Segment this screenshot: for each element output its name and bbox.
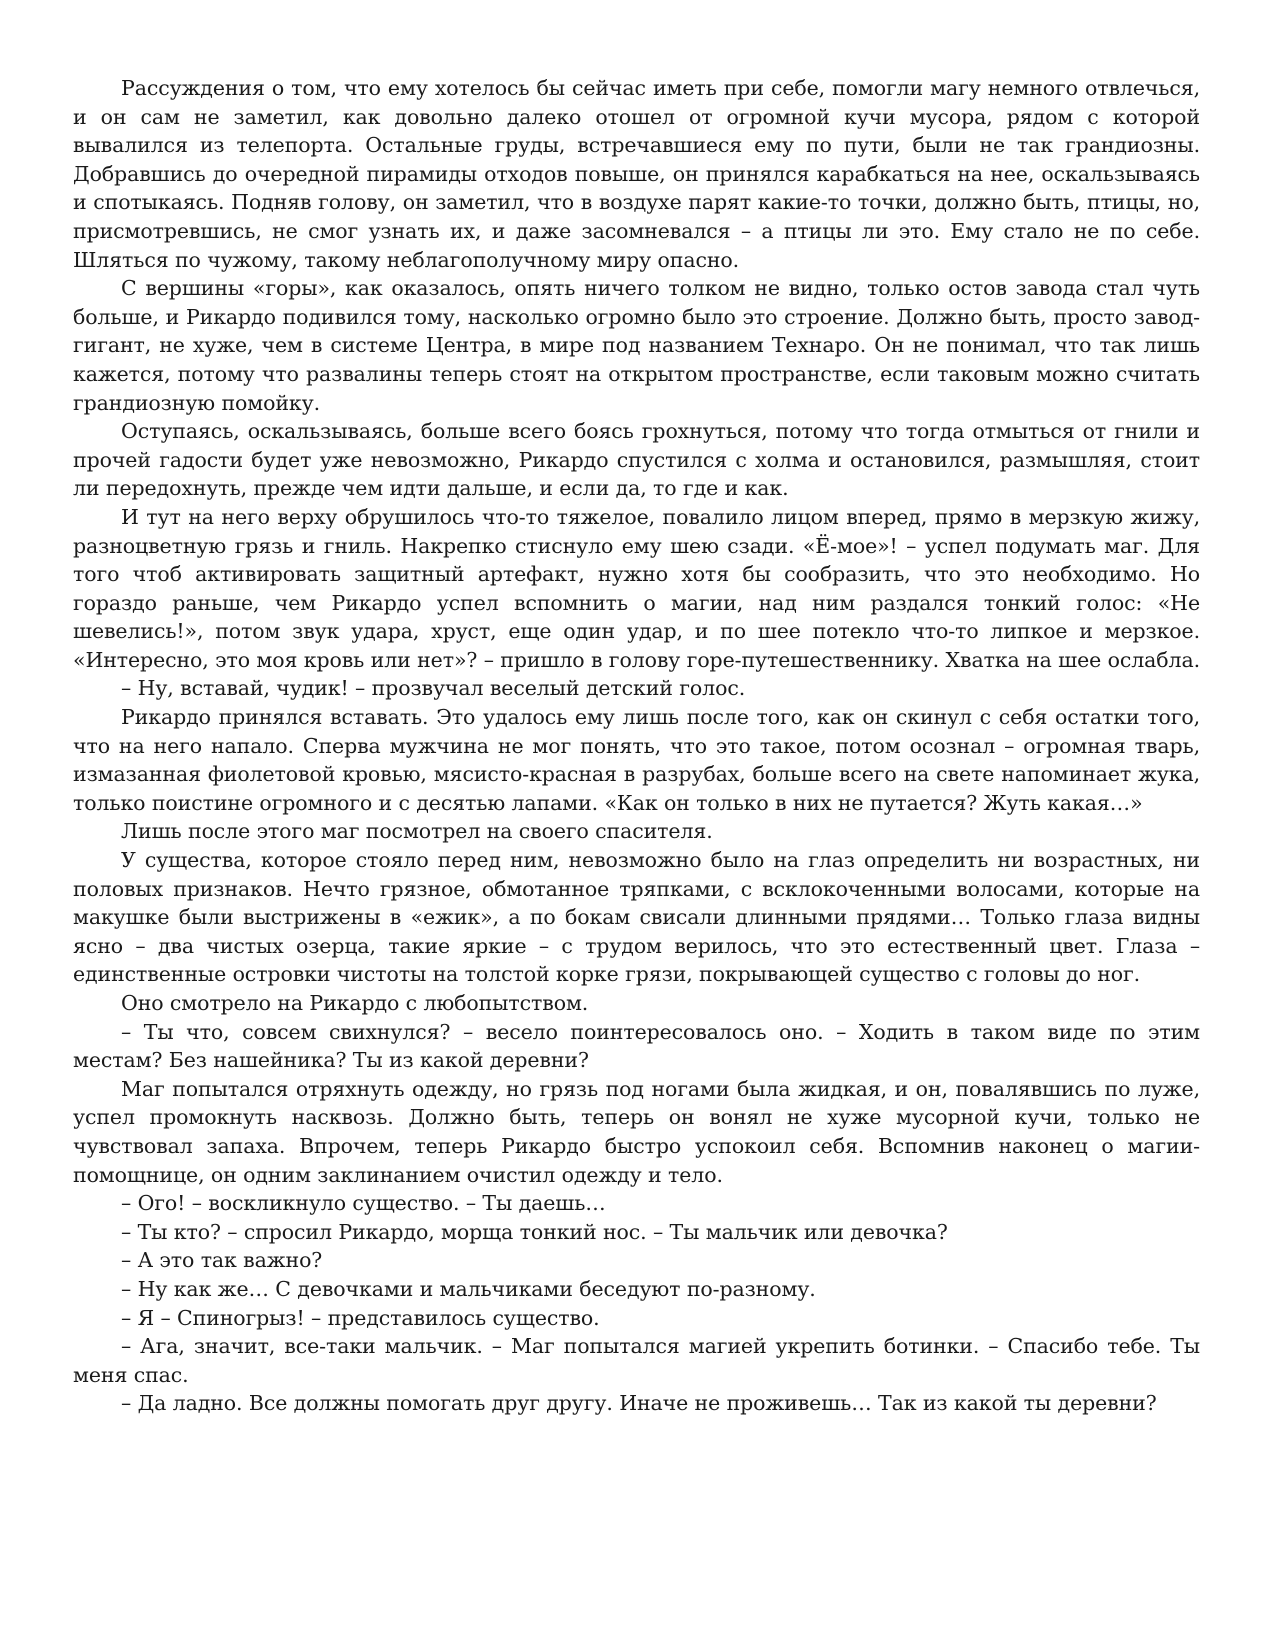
dialogue-line: – Ну, вставай, чудик! – прозвучал веселый детский голос. bbox=[121, 676, 746, 701]
dialogue-line: – Ага, значит, все-таки мальчик. – Маг попытался магией укрепить ботинки. – Спасибо тебе. Ты меня спас. bbox=[73, 1334, 1200, 1387]
dialogue-line: – Ну как же… С девочками и мальчиками беседуют по-разному. bbox=[121, 1276, 816, 1301]
dialogue-line: – Ого! – воскликнуло существо. – Ты даешь… bbox=[121, 1191, 606, 1216]
paragraph: Лишь после этого маг посмотрел на своего спасителя. bbox=[121, 819, 713, 844]
dialogue-line: – Ты кто? – спросил Рикардо, морща тонкий нос. – Ты мальчик или девочка? bbox=[121, 1219, 948, 1244]
paragraph: Маг попытался отряхнуть одежду, но грязь под ногами была жидкая, и он, повалявшись по луже, успел промокнуть насквозь. Должно быть, теперь он вонял не хуже мусорной кучи, только не чувствовал запаха. Впрочем, теперь Рикардо быстро успокоил себя. Вспомнив наконец о магии-помощнице, он одним заклинанием очистил одежду и тело. bbox=[73, 1076, 1200, 1187]
paragraph: Оно смотрело на Рикардо с любопытством. bbox=[121, 991, 589, 1015]
paragraph: Рикардо принялся вставать. Это удалось ему лишь после того, как он скинул с себя остатки того, что на него напало. Сперва мужчина не мог понять, что это такое, потом осознал – огромная тварь, измазанная фиолетовой кровью, мясисто-красная в разрубах, больше всего на свете напоминает жука, только поистине огромного и с десятью лапами. «Как он только в них не путается? Жуть какая…» bbox=[73, 705, 1200, 815]
dialogue-line: – Я – Спиногрыз! – представилось существо. bbox=[121, 1305, 600, 1330]
dialogue-line: – Да ладно. Все должны помогать друг другу. Иначе не проживешь… Так из какой ты деревни? bbox=[121, 1391, 1157, 1416]
paragraph: И тут на него верху обрушилось что-то тяжелое, повалило лицом вперед, прямо в мерзкую жижу, разноцветную грязь и гниль. Накрепко стиснуло ему шею сзади. «Ё-мое»! – успел подумать маг. Для того чтоб активировать защитный артефакт, нужно хотя бы сообразить, что это необходимо. Но гораздо раньше, чем Рикардо успел вспомнить о магии, над ним раздался тонкий голос: «Не шевелись!», потом звук удара, хруст, еще один удар, и по шее потекло что-то липкое и мерзкое. «Интересно, это моя кровь или нет»? – пришло в голову горе-путешественнику. Хватка на шее ослабла. bbox=[73, 504, 1200, 672]
book-page bbox=[73, 74, 1200, 1418]
dialogue-line: – А это так важно? bbox=[121, 1248, 323, 1273]
dialogue-line: – Ты что, совсем свихнулся? – весело поинтересовалось оно. – Ходить в таком виде по этим местам? Без нашейника? Ты из какой деревни? bbox=[73, 1019, 1200, 1073]
paragraph: Рассуждения о том, что ему хотелось бы сейчас иметь при себе, помогли магу немного отвлечься, и он сам не заметил, как довольно далеко отошел от огромной кучи мусора, рядом с которой вывалился из телепорта. Остальные груды, встречавшиеся ему по пути, были не так грандиозны. Добравшись до очередной пирамиды отходов повыше, он принялся карабкаться на нее, оскальзываясь и спотыкаясь. Подняв голову, он заметил, что в воздухе парят какие-то точки, должно быть, птицы, но, присмотревшись, не смог узнать их, и даже засомневался – а птицы ли это. Ему стало не по себе. Шляться по чужому, такому неблагополучному миру опасно. bbox=[73, 76, 1200, 272]
paragraph: У существа, которое стояло перед ним, невозможно было на глаз определить ни возрастных, ни половых признаков. Нечто грязное, обмотанное тряпками, с всклокоченными волосами, которые на макушке были выстрижены в «ежик», а по бокам свисали длинными прядями… Только глаза видны ясно – два чистых озерца, такие яркие – с трудом верилось, что это естественный цвет. Глаза – единственные островки чистоты на толстой корке грязи, покрывающей существо с головы до ног. bbox=[73, 848, 1200, 987]
paragraph: Оступаясь, оскальзываясь, больше всего боясь грохнуться, потому что тогда отмыться от гнили и прочей гадости будет уже невозможно, Рикардо спустился с холма и остановился, размышляя, стоит ли передохнуть, прежде чем идти дальше, и если да, то где и как. bbox=[73, 419, 1200, 501]
paragraph: С вершины «горы», как оказалось, опять ничего толком не видно, только остов завода стал чуть больше, и Рикардо подивился тому, насколько огромно было это строение. Должно быть, просто завод-гигант, не хуже, чем в системе Центра, в мире под названием Технаро. Он не понимал, что так лишь кажется, потому что развалины теперь стоят на открытом пространстве, если таковым можно считать грандиозную помойку. bbox=[73, 276, 1200, 415]
